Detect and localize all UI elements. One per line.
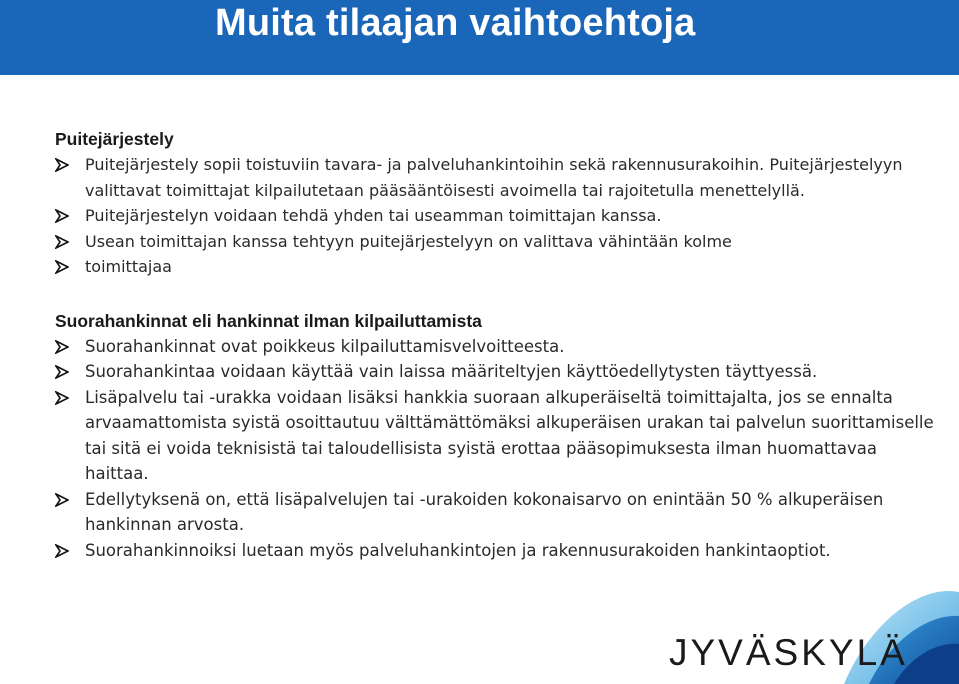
arrow-bullet-icon [55, 359, 71, 384]
arrow-bullet-icon [55, 229, 71, 254]
arrow-bullet-icon [55, 203, 71, 228]
section-heading-puitejarjestely: Puitejärjestely [55, 129, 174, 149]
list-item: Edellytyksenä on, että lisäpalvelujen tai -urakoiden kokonaisarvo on enintään 50 % alkuperäisen hankinnan arvosta. [55, 487, 935, 538]
arrow-bullet-icon [55, 152, 71, 177]
puitejarjestely-list [55, 152, 935, 280]
list-item: toimittajaa [55, 254, 935, 280]
slide-title: Muita tilaajan vaihtoehtoja [215, 2, 696, 44]
arrow-bullet-icon [55, 385, 71, 410]
arrow-bullet-icon [55, 487, 71, 512]
arrow-bullet-icon [55, 538, 71, 563]
arrow-bullet-icon [55, 254, 71, 279]
list-item: Lisäpalvelu tai -urakka voidaan lisäksi hankkia suoraan alkuperäiseltä toimittajalta, jos se ennalta arvaamattomista syistä osoittautuu välttämättömäksi alkuperäisen urakan tai palvelun suorittamiselle tai sitä ei voida teknisistä tai taloudellisista syistä erottaa pääsopimuksesta ilman huomattavaa haittaa. [55, 385, 935, 487]
list-item: Suorahankinnoiksi luetaan myös palveluhankintojen ja rakennusurakoiden hankintaoptiot. [55, 538, 935, 564]
list-item: Puitejärjestelyn voidaan tehdä yhden tai useamman toimittajan kanssa. [55, 203, 935, 229]
section-heading-suorahankinnat: Suorahankinnat eli hankinnat ilman kilpailuttamista [55, 310, 482, 331]
list-item: Suorahankinnat ovat poikkeus kilpailuttamisvelvoitteesta. [55, 334, 935, 360]
list-item: Puitejärjestely sopii toistuviin tavara- ja palveluhankintoihin sekä rakennusurakoihin. Puitejärjestelyyn valittavat toimittajat kilpailutetaan pääsääntöisesti avoimella tai rajoitetulla menettelyllä. [55, 152, 935, 203]
list-item: Suorahankintaa voidaan käyttää vain laissa määriteltyjen käyttöedellytysten täyttyessä. [55, 359, 935, 385]
jyvaskyla-logo-text: JYVÄSKYLÄ [669, 632, 908, 673]
suorahankinnat-list [55, 334, 935, 564]
arrow-bullet-icon [55, 334, 71, 359]
list-item: Usean toimittajan kanssa tehtyyn puitejärjestelyyn on valittava vähintään kolme [55, 229, 935, 255]
slide-content [55, 126, 935, 563]
title-bar [0, 0, 959, 75]
